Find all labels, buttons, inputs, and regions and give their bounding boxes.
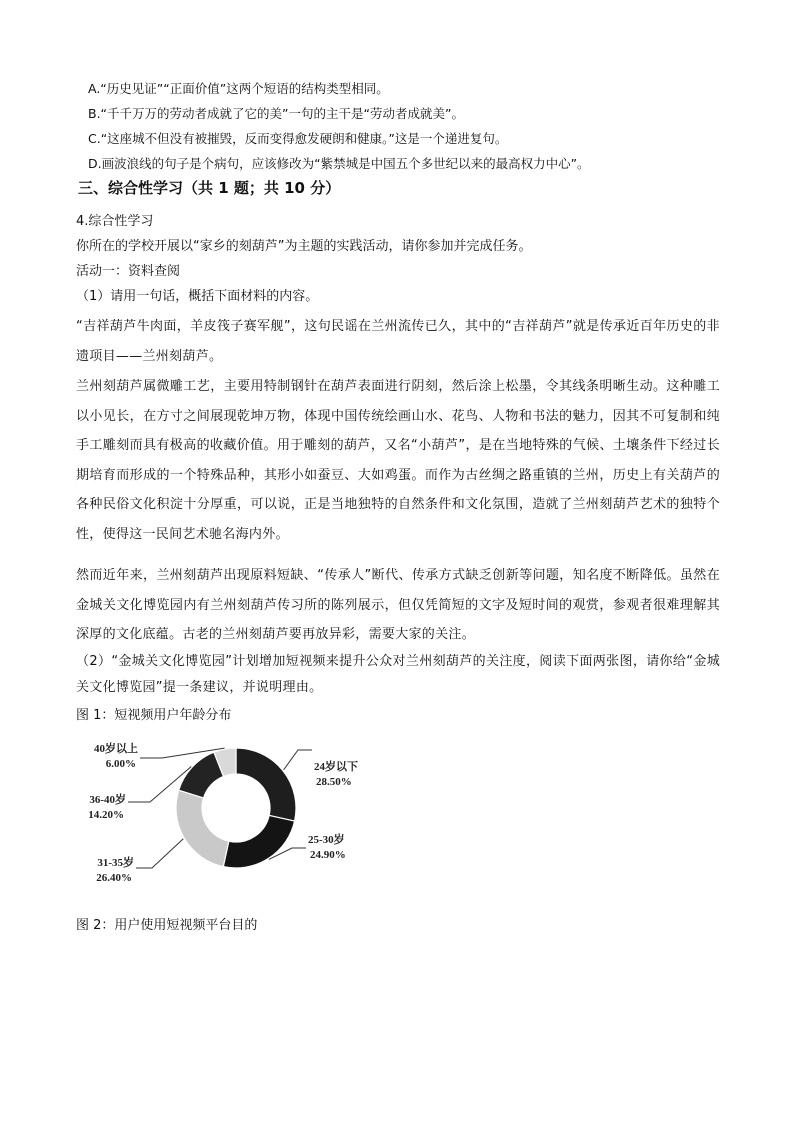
slice-category-label: 25-30岁 [308,834,345,846]
slice-category-label: 40岁以上 [94,743,138,755]
slice-category-label: 36-40岁 [89,794,126,806]
slice-category-label: 24岁以下 [314,761,358,773]
option-c: C.“这座城不但没有被摧毁，反而变得愈发硬朗和健康。”这是一个递进复句。 [88,131,508,146]
activity-one: 活动一：资料查阅 [76,264,181,279]
figure-1-caption: 图 1：短视频用户年龄分布 [76,708,232,723]
question-intro: 你所在的学校开展以“家乡的刻葫芦”为主题的实践活动，请你参加并完成任务。 [76,239,532,254]
slice-value-label: 26.40% [96,872,132,884]
option-d: D.画波浪线的句子是个病句，应该修改为“紫禁城是中国五个多世纪以来的最高权力中心”。 [88,156,590,171]
sub-question-1: （1）请用一句话，概括下面材料的内容。 [76,289,319,304]
sub-question-2: （2）“金城关文化博览园”计划增加短视频来提升公众对兰州刻葫芦的关注度，阅读下面两张图，请你给“金城关文化博览园”提一条建议，并说明理由。 [76,654,720,695]
donut-slice-1 [236,748,296,821]
option-b: B.“千千万万的劳动者成就了它的美”一句的主干是“劳动者成就美”。 [88,106,464,121]
donut-slice-2 [223,815,294,868]
leader-line-3 [136,839,183,868]
material-paragraph-3: 然而近年来，兰州刻葫芦出现原料短缺、“传承人”断代、传承方式缺乏创新等问题，知名度不断降低。虽然在金城关文化博览园内有兰州刻葫芦传习所的陈列展示，但仅凭简短的文字及短时间的观赏，参观者很难理解其深厚的文化底蕴。古老的兰州刻葫芦要再放异彩，需要大家的关注。 [76,568,720,642]
slice-value-label: 24.90% [310,849,346,861]
slice-value-label: 14.20% [88,809,124,821]
option-a: A.“历史见证”“正面价值”这两个短语的结构类型相同。 [88,81,389,96]
leader-line-1 [284,750,312,770]
age-distribution-donut-chart [76,730,396,900]
section-heading: 三、综合性学习（共 1 题；共 10 分） [78,179,341,197]
material-paragraph-1: “吉祥葫芦牛肉面，羊皮筏子赛军舰”，这句民谣在兰州流传已久，其中的“吉祥葫芦”就是传承近百年历史的非遗项目——兰州刻葫芦。 [76,319,720,364]
material-paragraph-2: 兰州刻葫芦属微雕工艺，主要用特制钢针在葫芦表面进行阴刻，然后涂上松墨，令其线条明晰生动。这种雕工以小见长，在方寸之间展现乾坤万物，体现中国传统绘画山水、花鸟、人物和书法的魅力，因其不可复制和纯手工雕刻而具有极高的收藏价值。用于雕刻的葫芦，又名“小葫芦”，是在当地特殊的气候、土壤条件下经过长期培育而形成的一个特殊品种，其形小如蚕豆、大如鸡蛋。而作为古丝绸之路重镇的兰州，历史上有关葫芦的各种民俗文化积淀十分厚重，可以说，正是当地独特的自然条件和文化氛围，造就了兰州刻葫芦艺术的独特个性，使得这一民间艺术驰名海内外。 [76,379,720,542]
question-title: 4.综合性学习 [76,214,154,229]
slice-value-label: 28.50% [316,776,352,788]
donut-slice-3 [176,790,229,866]
slice-category-label: 31-35岁 [97,857,134,869]
figure-2-caption: 图 2：用户使用短视频平台目的 [76,918,258,933]
slice-value-label: 6.00% [105,758,136,770]
